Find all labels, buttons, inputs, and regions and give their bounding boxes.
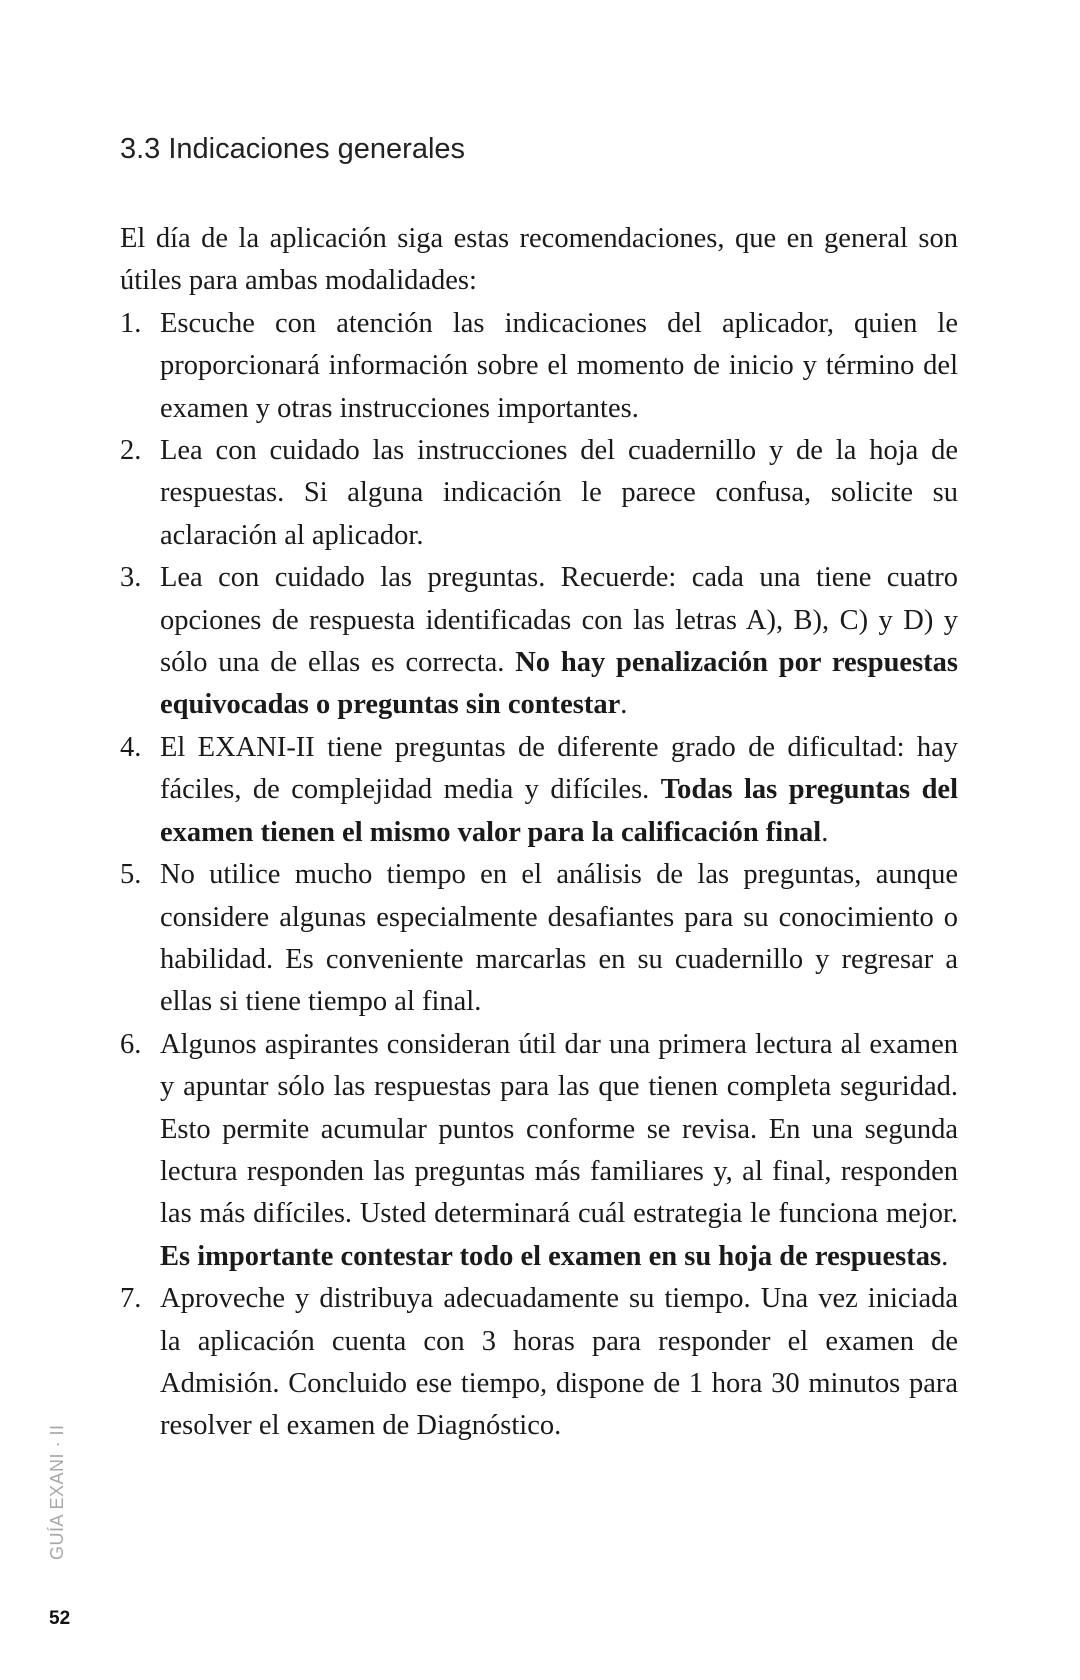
item-text: Escuche con atención las indicaciones del aplicador, quien le proporcionará información sobre el momento de inicio y término del examen y otras instrucciones importantes. [160, 307, 958, 424]
recommendations-list [120, 303, 958, 1448]
running-side-label: GUÍA EXANI · II [47, 1424, 67, 1560]
item-number: 3. [120, 562, 142, 594]
item-number: 6. [120, 1028, 142, 1060]
item-text: Aproveche y distribuya adecuadamente su tiempo. Una vez iniciada la aplicación cuenta con 3 horas para responder el examen de Admisión. Concluido ese tiempo, dispone de 1 hora 30 minutos para resolver el examen de Diagnóstico. [160, 1283, 958, 1442]
item-number: 2. [120, 435, 142, 467]
item-text-end: . [821, 816, 829, 848]
item-text: No utilice mucho tiempo en el análisis de las preguntas, aunque considere algunas especialmente desafiantes para su conocimiento o habilidad. Es conveniente marcarlas en su cuadernillo y regresar a ellas si tiene tiempo al final. [160, 859, 958, 1018]
item-text: Lea con cuidado las preguntas. Recuerde: cada una tiene cuatro opciones de respuesta identificadas con las letras A), B), C) y D) y sólo una de ellas es correcta. [160, 562, 958, 679]
item-bold-text: Todas las preguntas del examen tienen el mismo valor para la calificación final [160, 774, 958, 848]
item-text: Lea con cuidado las instrucciones del cuadernillo y de la hoja de respuestas. Si alguna indicación le parece confusa, solicite su aclaración al aplicador. [160, 435, 958, 551]
list-item [120, 430, 958, 557]
list-item [120, 727, 958, 854]
item-number: 1. [120, 307, 142, 339]
item-text-end: . [941, 1240, 949, 1272]
item-bold-text: Es importante contestar todo el examen en su hoja de respuestas [160, 1240, 942, 1272]
intro-paragraph: El día de la aplicación siga estas recomendaciones, que en general son útiles para ambas modalidades: [120, 223, 958, 297]
list-item [120, 854, 958, 1024]
list-item [120, 1278, 958, 1448]
item-text: El EXANI-II tiene preguntas de diferente grado de dificultad: hay fáciles, de complejidad media y difíciles. [160, 731, 958, 806]
list-item [120, 303, 958, 430]
item-number: 4. [120, 731, 142, 763]
item-number: 5. [120, 859, 142, 891]
body-text [120, 218, 958, 1448]
item-text-end: . [620, 689, 628, 721]
page-number: 52 [49, 1608, 71, 1629]
list-item [120, 1024, 958, 1278]
item-text: Algunos aspirantes consideran útil dar una primera lectura al examen y apuntar sólo las respuestas para las que tienen completa seguridad. Esto permite acumular puntos conforme se revisa. En una segunda lectura responden las preguntas más familiares y, al final, responden las más difíciles. Usted determinará cuál estrategia le funciona mejor. [160, 1028, 958, 1230]
list-item [120, 557, 958, 727]
item-number: 7. [120, 1283, 142, 1315]
section-heading: 3.3 Indicaciones generales [120, 133, 466, 165]
item-bold-text: No hay penalización por respuestas equivocadas o preguntas sin contestar [160, 647, 958, 721]
